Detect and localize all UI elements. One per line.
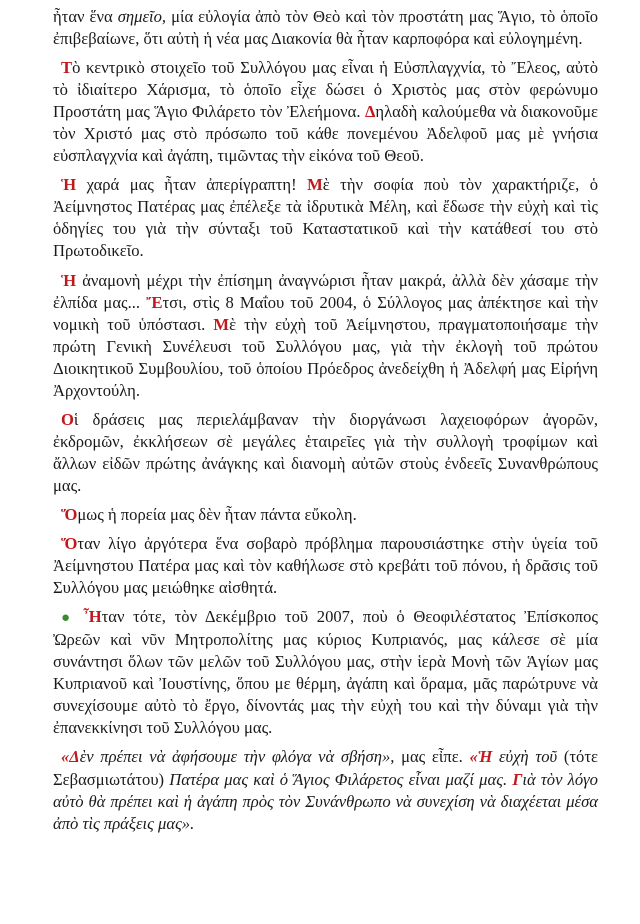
drop-letter: Ἡ: [61, 270, 77, 290]
text: τσι, στὶς 8 Μαΐου τοῦ 2004, ὁ Σύλλογος μας ἀπέκτησε καὶ τὴν νομικὴ τοῦ ὑπόστασι.: [53, 292, 598, 334]
quote-mark: «: [61, 747, 70, 767]
paragraph-7: [53, 606, 598, 739]
text: (τότε Σεβασμιωτάτου): [53, 747, 598, 789]
text: ὲ τὴν σοφία ποὺ τὸν χαρακτήριζε, ὁ Ἀείμνηστος Πατέρας μας ἐπέλεξε τὰ ἰδρυτικὰ Μέλη, καὶ ἔδωσε τὴν εὐχὴ καὶ τὶς ὁδηγίες του γιὰ τὴν σύνταξι τοῦ Καταστατικοῦ καὶ τὴν κατάθεσί του στὸ Πρωτοδικεῖο.: [53, 175, 598, 261]
text: ὸ κεντρικὸ στοιχεῖο τοῦ Συλλόγου μας εἶναι ἡ Εὐσπλαγχνία, τὸ Ἔλεος, αὐτὸ τὸ ἰδιαίτερο Χάρισμα, τὸ ὁποῖο εἶχε δώσει ὁ Χριστὸς μας στὸν φερώνυμο Προστάτη μας Ἅγιο Φιλάρετο τὸν Ἐλεήμονα.: [53, 58, 598, 122]
text: ἦταν ἕνα: [53, 7, 118, 26]
text: ταν λίγο ἀργότερα ἕνα σοβαρὸ πρόβλημα παρουσιάστηκε στὴν ὑγεία τοῦ Ἀείμνηστου Πατέρα μας καὶ τὸν καθήλωσε στὸ κρεβάτι τοῦ πόνου, ἡ δρᾶσις τοῦ Συλλόγου μας μειώθηκε αἰσθητά.: [53, 534, 598, 598]
paragraph-2: [53, 174, 598, 262]
text-italic: σημεῖο,: [117, 7, 167, 26]
text: ὲ τὴν εὐχὴ τοῦ Ἀείμνηστου, πραγματοποιήσαμε τὴν πρώτη Γενικὴ Συνέλευσι τοῦ Συλλόγου μας, γιὰ τὴν ἐκλογὴ τοῦ πρώτου Διοικητικοῦ Συμβουλίου, τοῦ ὁποίου Πρόεδρος ἀνεδείχθη ἡ Ἀδελφή μας Εἰρήνη Ἀρχοντούλη.: [53, 314, 598, 400]
drop-letter: Ἡ: [61, 175, 77, 195]
drop-letter: Δ: [364, 102, 376, 122]
text-italic: ιὰ τὸν λόγο αὐτὸ θὰ πρέπει καὶ ἡ ἀγάπη πρὸς τὸν Συνάνθρωπο νὰ συνεχίση νὰ διαχέεται μέσα ἀπὸ τὶς πράξεις μας».: [53, 769, 598, 833]
paragraph-0: [53, 6, 598, 50]
text: ηλαδὴ καλούμεθα νὰ διακονοῦμε τὸν Χριστό μας στὸ πρόσωπο τοῦ κάθε πονεμένου Ἀδελφοῦ μας μὲ γνήσια εὐσπλαγχνία καὶ ἀγάπη, τιμῶντας τὴν εἰκόνα τοῦ Θεοῦ.: [53, 102, 598, 166]
text-italic: εὐχὴ τοῦ: [492, 747, 558, 767]
drop-letter: Μ: [213, 314, 230, 334]
drop-letter: Ἔ: [146, 292, 163, 312]
drop-letter: Ὅ: [61, 534, 78, 554]
text: χαρά μας ἦταν ἀπερίγραπτη!: [76, 175, 308, 195]
drop-letter: Γ: [512, 769, 523, 789]
paragraph-3: [53, 270, 598, 402]
text-italic: Πατέρα μας καὶ ὁ Ἅγιος Φιλάρετος εἶναι μαζί μας.: [169, 769, 513, 789]
drop-letter: Ο: [61, 409, 74, 429]
text: μως ἡ πορεία μας δὲν ἦταν πάντα εὔκολη.: [77, 504, 357, 524]
text: ἱ δράσεις μας περιελάμβαναν τὴν διοργάνωσι λαχειοφόρων ἀγορῶν, ἐκδρομῶν, ἐκκλήσεων σὲ μεγάλες ἑταιρεῖες γιὰ τὴν συλλογὴ τροφίμων καὶ ἄλλων εἰδῶν πρώτης ἀνάγκης καὶ διανομὴ αὐτῶν στοὺς ἐνδεεῖς Συνανθρώπους μας.: [53, 409, 598, 495]
text: ταν τότε, τὸν Δεκέμβριο τοῦ 2007, ποὺ ὁ Θεοφιλέστατος Ἐπίσκοπος Ὠρεῶν καὶ νῦν Μητροπολίτης μας κύριος Κυπριανός, μας κάλεσε σὲ μία συνάντησι ὅλων τῶν μελῶν τοῦ Συλλόγου μας, στὴν ἱερὰ Μονὴ τῶν Ἁγίων μας Κυπριανοῦ καὶ Ἰουστίνης, ὅπου με θέρμη, ἀγάπη καὶ ὅραμα, μᾶς παρώτρυνε νὰ συνεχίσουμε αὐτὸ τὸ ἔργο, δίνοντάς μας τὴν εὐχὴ του καὶ τὴν δύναμι γιὰ τὴν ἐπανεκκίνησι τοῦ Συλλόγου μας.: [53, 607, 598, 738]
drop-letter: Τ: [61, 58, 73, 78]
text-italic: ὲν πρέπει νὰ ἀφήσουμε τὴν φλόγα νὰ σβήση»,: [79, 747, 395, 767]
drop-letter: Ἦ: [83, 607, 102, 627]
drop-letter: Ἡ: [477, 747, 493, 767]
paragraph-5: [53, 504, 598, 526]
drop-letter: Ὅ: [61, 504, 78, 524]
paragraph-8: [53, 746, 598, 834]
paragraph-4: [53, 409, 598, 497]
text: μία εὐλογία ἀπὸ τὸν Θεὸ καὶ τὸν προστάτη μας Ἅγιο, τὸ ὁποῖο ἐπιβεβαίωνε, ὅτι αὐτὴ ἡ νέα μας Διακονία θὰ ἦταν καρποφόρα καὶ εὐλογημένη.: [53, 7, 598, 49]
text: ἀναμονὴ μέχρι τὴν ἐπίσημη ἀναγνώρισι ἦταν μακρά, ἀλλὰ δὲν χάσαμε τὴν ἐλπίδα μας...: [53, 270, 598, 312]
paragraph-6: [53, 533, 598, 599]
bullet-icon: ●: [61, 610, 75, 627]
quote-mark: «: [469, 747, 478, 767]
drop-letter: Δ: [69, 747, 80, 767]
paragraph-1: [53, 57, 598, 167]
text: μας εἶπε.: [394, 747, 470, 767]
drop-letter: Μ: [307, 175, 323, 195]
